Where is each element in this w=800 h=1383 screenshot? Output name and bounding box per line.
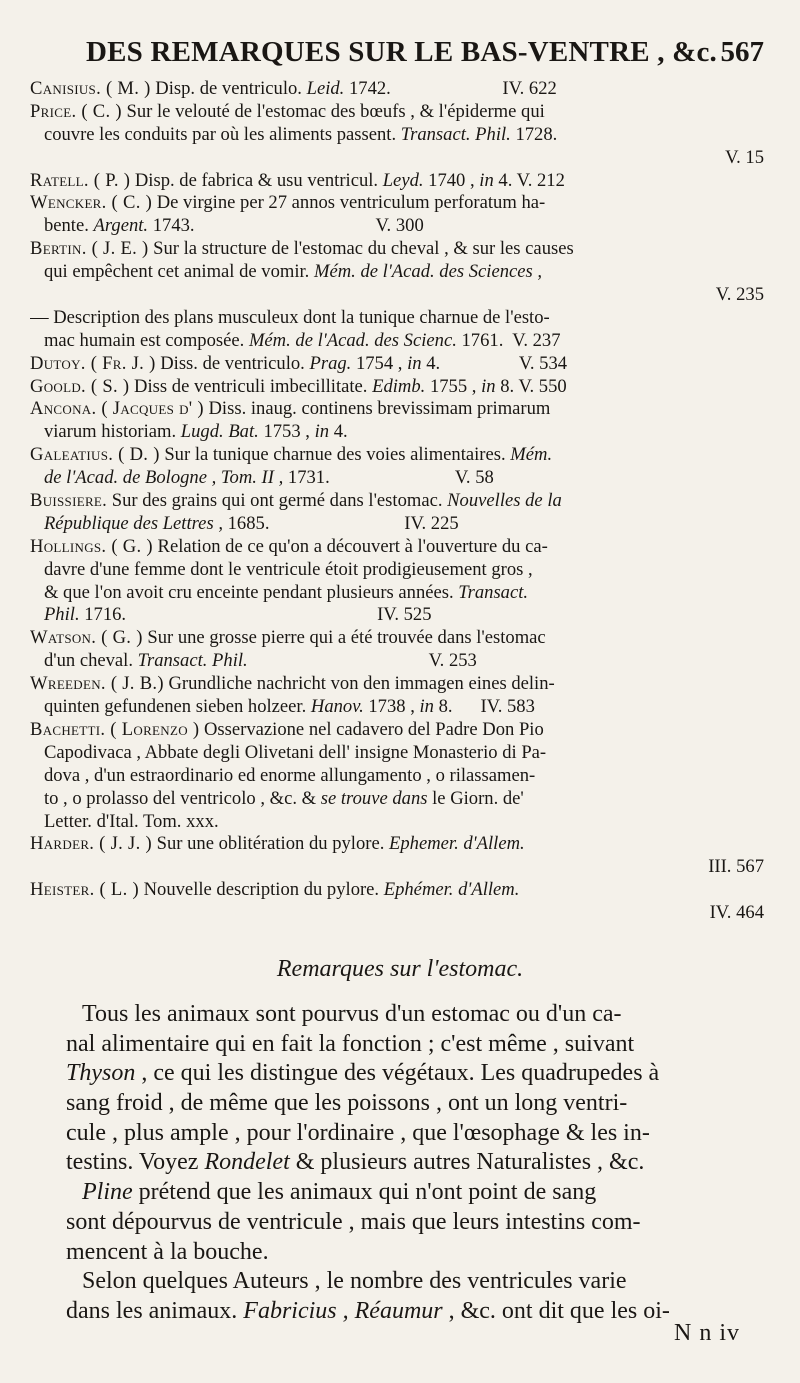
text-run: dova , d'un estraordinario ed enorme allungamento , o rilassamen-	[30, 764, 536, 786]
entry-line	[30, 536, 764, 559]
entry-line	[30, 582, 764, 605]
text-run: III. 567	[708, 856, 764, 878]
entry-line	[30, 490, 764, 513]
text-run: nal alimentaire qui en fait la fonction ; c'est même , suivant	[66, 1030, 635, 1057]
italic-text: Edimb.	[372, 375, 426, 397]
italic-text: République des Lettres ,	[43, 512, 223, 534]
text-run: davre d'une femme dont le ventricule étoit prodigieusement gros ,	[30, 558, 533, 580]
running-title: DES REMARQUES SUR LE BAS-VENTRE , &c.	[86, 36, 717, 68]
body-line	[66, 1119, 764, 1149]
text-run: 8. V. 550	[495, 375, 567, 397]
italic-text: Nouvelles de la	[447, 490, 562, 512]
entry-line	[30, 604, 764, 627]
entry-line	[30, 742, 764, 765]
entry-line	[30, 215, 764, 238]
text-run: 1754 ,	[351, 352, 408, 374]
bibliography-entry	[30, 78, 764, 101]
text-run: Disp. de fabrica & usu ventricul.	[130, 169, 383, 191]
text-run: mac humain est composée.	[30, 329, 249, 351]
entry-line	[30, 765, 764, 788]
text-run: cule , plus ample , pour l'ordinaire , que l'œsophage & les in-	[66, 1119, 650, 1146]
body-line	[66, 1089, 764, 1119]
bibliography-entry	[30, 536, 764, 628]
text-run: 1755 ,	[425, 375, 482, 397]
author-name: Wreeden. ( J. B.)	[30, 673, 164, 695]
entry-line	[30, 353, 764, 376]
entry-line	[30, 170, 764, 193]
italic-text: in	[481, 375, 496, 397]
text-run: 1740 ,	[423, 169, 480, 191]
bibliography-entry	[30, 398, 764, 444]
body-line	[66, 1297, 764, 1327]
text-run: 1742. IV. 622	[344, 78, 557, 99]
bibliography-entry	[30, 490, 764, 536]
entry-line	[30, 238, 764, 261]
text-run: Selon quelques Auteurs , le nombre des ventricules varie	[82, 1268, 627, 1295]
author-name: Ratell. ( P. )	[30, 169, 131, 191]
entry-line	[30, 856, 764, 879]
body-line	[66, 1000, 764, 1030]
text-run: Nouvelle description du pylore.	[138, 879, 384, 901]
bibliography-entry	[30, 673, 764, 719]
text-run: to , o prolasso del ventricolo , &c. &	[30, 787, 321, 809]
signature-mark: N n iv	[674, 1320, 740, 1346]
text-run: viarum historiam.	[30, 421, 181, 443]
text-run: & plusieurs autres Naturalistes , &c.	[289, 1149, 645, 1176]
text-run: testins. Voyez	[66, 1149, 205, 1176]
author-name: Price. ( C. )	[30, 100, 122, 122]
author-name: Harder. ( J. J. )	[30, 833, 152, 855]
italic-text: Transact. Phil.	[400, 123, 511, 145]
text-run: 1728.	[510, 123, 558, 145]
author-name: Dutoy. ( Fr. J. )	[30, 352, 156, 374]
author-name: Galeatius. ( D. )	[30, 444, 160, 466]
text-run: Diss de ventriculi imbecillitate.	[129, 375, 373, 397]
text-run: qui empêchent cet animal de vomir.	[30, 261, 314, 283]
entry-line	[30, 696, 764, 719]
entry-line	[30, 719, 764, 742]
text-run: prétend que les animaux qui n'ont point de sang	[132, 1179, 597, 1206]
text-run: Diss. inaug. continens brevissimam primarum	[203, 398, 551, 420]
entry-line	[30, 284, 764, 307]
entry-line	[30, 307, 764, 330]
entry-line	[30, 650, 764, 673]
italic-text: Prag.	[309, 352, 352, 374]
entry-line	[30, 467, 764, 490]
text-run	[30, 604, 44, 625]
italic-text: Transact. Phil.	[137, 650, 248, 672]
text-run: Tous les animaux sont pourvus d'un estomac ou d'un ca-	[82, 1001, 622, 1027]
text-run: Sur le velouté de l'estomac des bœufs , & l'épiderme qui	[121, 100, 545, 122]
author-name: Bertin. ( J. E. )	[30, 238, 149, 260]
text-run: Sur une grosse pierre qui a été trouvée dans l'estomac	[142, 627, 546, 649]
text-run: 4. V. 212	[493, 169, 565, 191]
bibliography-entry	[30, 833, 764, 879]
body-line	[66, 1267, 764, 1297]
body-line	[66, 1208, 764, 1238]
author-name: Watson. ( G. )	[30, 627, 143, 649]
italic-text: Leid.	[306, 78, 345, 99]
text-run: Grundliche nachricht von den immagen eines delin-	[163, 673, 555, 695]
text-run: 1685. IV. 225	[222, 512, 459, 534]
text-run: V. 253	[247, 650, 477, 672]
entry-line	[30, 788, 764, 811]
italic-text: Mém. de l'Acad. des Sciences ,	[313, 261, 543, 283]
author-name: Hollings. ( G. )	[30, 535, 153, 557]
text-run: IV. 464	[709, 902, 764, 924]
entry-line	[30, 673, 764, 696]
bibliography-entry	[30, 307, 764, 353]
bibliography-entry	[30, 719, 764, 833]
entry-line	[30, 559, 764, 582]
text-run: Sur des grains qui ont germé dans l'estomac.	[107, 490, 448, 512]
entry-line	[30, 147, 764, 170]
italic-text: Fabricius , Réaumur	[243, 1297, 443, 1324]
italic-text: Ephemer. d'Allem.	[389, 833, 525, 855]
italic-text: Thyson	[66, 1060, 136, 1087]
text-run	[30, 467, 44, 488]
text-run: Osservazione nel cadavero del Padre Don Pio	[199, 718, 544, 740]
entry-line	[30, 124, 764, 147]
text-run: Disp. de ventriculo.	[150, 78, 307, 99]
bibliography-entry	[30, 444, 764, 490]
bibliography-entry	[30, 192, 764, 238]
italic-text: Mém.	[510, 444, 553, 466]
italic-text: Hanov.	[310, 696, 364, 718]
author-name: Buissiere.	[30, 490, 108, 512]
bibliography-entry	[30, 376, 764, 399]
bibliography-entry	[30, 101, 764, 170]
entry-line	[30, 330, 764, 353]
italic-text: Argent.	[93, 215, 149, 237]
text-run: quinten gefundenen sieben holzeer.	[30, 696, 311, 718]
text-run: 1743. V. 300	[148, 215, 424, 237]
italic-text: in	[407, 352, 422, 374]
bibliography-entry	[30, 879, 764, 925]
body-line	[66, 1059, 764, 1089]
text-run: & que l'on avoit cru enceinte pendant plusieurs années.	[30, 581, 459, 603]
bibliography-list	[30, 78, 764, 925]
entry-line	[30, 811, 764, 834]
author-name: Canisius. ( M. )	[30, 78, 151, 99]
author-name: Ancona. ( Jacques d' )	[30, 398, 204, 420]
text-run: 8. IV. 583	[433, 696, 535, 718]
section-heading: Remarques sur l'estomac.	[276, 956, 524, 982]
entry-line	[30, 833, 764, 856]
text-run: Sur la tunique charnue des voies alimentaires.	[159, 444, 511, 466]
text-run: Relation de ce qu'on a découvert à l'ouverture du ca-	[152, 535, 548, 557]
entry-line	[30, 261, 764, 284]
text-run: 1761. V. 237	[456, 329, 561, 351]
page-number: 567	[720, 36, 764, 68]
italic-text: in	[314, 421, 330, 443]
text-run: — Description des plans musculeux dont la tunique charnue de l'esto-	[30, 306, 550, 328]
italic-text: Lugd. Bat.	[180, 421, 259, 443]
entry-line	[30, 444, 764, 467]
text-run: Sur la structure de l'estomac du cheval , & sur les causes	[148, 238, 574, 260]
author-name: Wencker. ( C. )	[30, 192, 153, 214]
italic-text: se trouve dans	[320, 787, 428, 809]
body-line	[66, 1238, 764, 1268]
author-name: Heister. ( L. )	[30, 879, 139, 901]
text-run: 1753 ,	[258, 421, 315, 443]
text-run	[30, 513, 44, 534]
entry-line	[30, 398, 764, 421]
body-line	[66, 1178, 764, 1208]
text-run: , &c. ont dit que les oi-	[442, 1297, 670, 1324]
italic-text: Leyd.	[382, 169, 424, 191]
italic-text: in	[419, 696, 434, 718]
text-run: Diss. de ventriculo.	[155, 352, 310, 374]
text-run: 4. V. 534	[421, 352, 568, 374]
text-run: mencent à la bouche.	[66, 1238, 269, 1265]
text-run: , ce qui les distingue des végétaux. Les quadrupedes à	[135, 1060, 660, 1087]
entry-line	[30, 376, 764, 399]
text-run: Letter. d'Ital. Tom. xxx.	[30, 810, 219, 832]
italic-text: Rondelet	[204, 1149, 290, 1176]
author-name: Goold. ( S. )	[30, 375, 130, 397]
text-run: De virgine per 27 annos ventriculum perforatum ha-	[152, 192, 546, 214]
bibliography-entry	[30, 627, 764, 673]
text-run: couvre les conduits par où les aliments passent.	[30, 123, 401, 145]
text-run: V. 235	[715, 284, 764, 306]
text-run: le Giorn. de'	[427, 787, 524, 809]
body-line	[66, 1148, 764, 1178]
text-run: sont dépourvus de ventricule , mais que leurs intestins com-	[66, 1208, 641, 1235]
italic-text: Phil.	[43, 604, 80, 626]
italic-text: Ephémer. d'Allem.	[383, 879, 520, 901]
text-run: d'un cheval.	[30, 650, 138, 672]
italic-text: Transact.	[458, 581, 529, 603]
text-run: V. 15	[725, 146, 764, 168]
entry-line	[30, 192, 764, 215]
text-run: 1738 ,	[363, 696, 420, 718]
entry-line	[30, 627, 764, 650]
body-line	[66, 1030, 764, 1060]
text-run: dans les animaux.	[66, 1297, 244, 1324]
entry-line	[30, 513, 764, 536]
entry-line	[30, 879, 764, 902]
text-run: 1716. IV. 525	[79, 604, 432, 626]
italic-text: Mém. de l'Acad. des Scienc.	[248, 329, 457, 351]
italic-text: de l'Acad. de Bologne , Tom. II ,	[43, 467, 284, 489]
text-run: 4.	[329, 421, 348, 443]
running-header	[86, 36, 764, 76]
italic-text: in	[479, 169, 494, 191]
bibliography-entry	[30, 170, 764, 193]
entry-line	[30, 902, 764, 925]
bibliography-entry	[30, 238, 764, 307]
entry-line	[30, 101, 764, 124]
text-run: bente.	[30, 215, 94, 237]
text-run: 1731. V. 58	[283, 467, 494, 489]
body-paragraphs	[66, 1000, 764, 1327]
text-run: Sur une oblitération du pylore.	[151, 833, 390, 855]
entry-line	[30, 421, 764, 444]
author-name: Bachetti. ( Lorenzo )	[30, 718, 200, 740]
bibliography-entry	[30, 353, 764, 376]
text-run: Capodivaca , Abbate degli Olivetani dell' insigne Monasterio di Pa-	[30, 741, 547, 763]
text-run: sang froid , de même que les poissons , ont un long ventri-	[66, 1090, 628, 1117]
italic-text: Pline	[82, 1179, 133, 1206]
entry-line	[30, 78, 764, 101]
